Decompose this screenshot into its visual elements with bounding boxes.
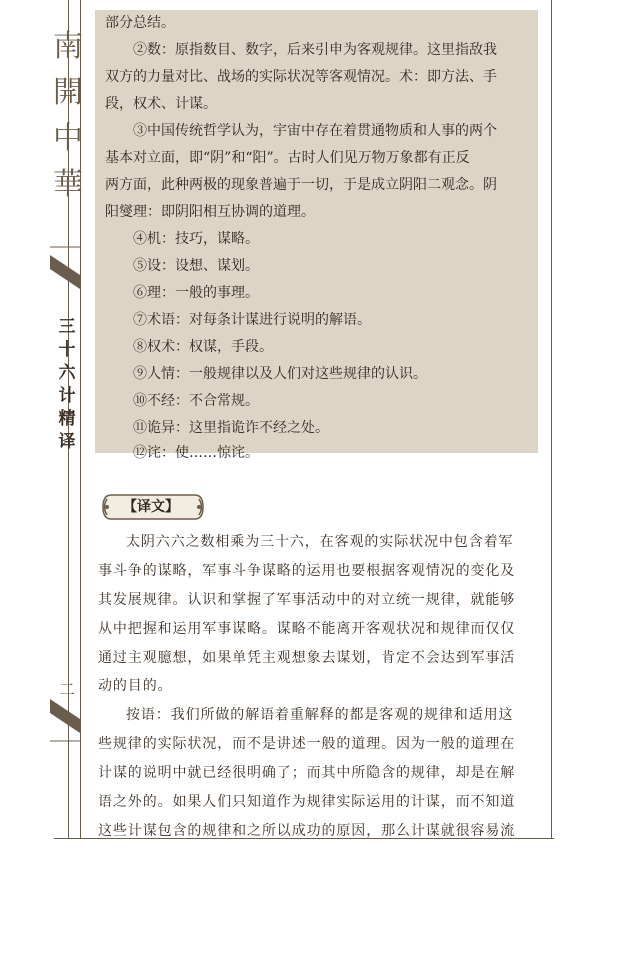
translation-line: 计谋的说明中就已经很明确了；而其中所隐含的规律，却是在解	[98, 765, 516, 781]
translation-line: 通过主观臆想，如果单凭主观想象去谋划，肯定不会达到军事活	[98, 650, 516, 666]
annotation-line: ⑫诧：使……惊诧。	[133, 445, 259, 461]
annotation-line: ③中国传统哲学认为，宇宙中存在着贯通物质和人事的两个	[133, 123, 497, 139]
annotation-line: 段，权术、计谋。	[105, 96, 217, 112]
page-number: 二	[58, 680, 75, 699]
annotation-line: ⑥理：一般的事理。	[133, 285, 259, 301]
logo-char: 南	[53, 29, 83, 64]
logo-char: 華	[53, 167, 83, 202]
annotation-line: ⑦术语：对每条计谋进行说明的解语。	[133, 312, 371, 328]
annotation-line: 部分总结。	[105, 15, 175, 31]
annotation-line: ⑨人情：一般规律以及人们对这些规律的认识。	[133, 366, 427, 382]
annotation-line: 阳燮理：即阴阳相互协调的道理。	[105, 204, 315, 220]
series-logo-seal	[52, 24, 84, 208]
translation-line: 按语：我们所做的解语着重解释的都是客观的规律和适用这	[126, 707, 514, 723]
translation-line: 动的目的。	[98, 678, 173, 694]
annotation-line: ⑪诡异：这里指诡诈不经之处。	[133, 420, 329, 436]
annotation-line: ⑤设：设想、谋划。	[133, 258, 259, 274]
annotation-line: ⑧权术：权谋，手段。	[133, 339, 273, 355]
annotation-line: 两方面，此种两极的现象普遍于一切，于是成立阴阳二观念。阴	[105, 177, 497, 193]
annotation-line: ⑩不经：不合常规。	[133, 393, 259, 409]
book-title-vertical: 三 十 六 计 精 译	[58, 317, 76, 452]
translation-line: 太阴六六之数相乘为三十六，在客观的实际状况中包含着军	[126, 534, 514, 550]
logo-char: 中	[53, 121, 83, 156]
translation-line: 从中把握和运用军事谋略。谋略不能离开客观状况和规律而仅仅	[98, 621, 516, 637]
translation-line: 其发展规律。认识和掌握了军事活动中的对立统一规律，就能够	[98, 592, 516, 608]
logo-char: 開	[53, 75, 83, 110]
chapter-tab-top	[50, 245, 80, 291]
translation-line: 些规律的实际状况，而不是讲述一般的道理。因为一般的道理在	[98, 736, 516, 752]
annotation-line: 双方的力量对比、战场的实际状况等客观情况。术：即方法、手	[105, 69, 497, 85]
translation-line: 这些计谋包含的规律和之所以成功的原因，那么计谋就很容易流	[98, 823, 516, 839]
translation-heading: 【译文】	[123, 499, 179, 515]
translation-line: 事斗争的谋略，军事斗争谋略的运用也要根据客观情况的变化及	[98, 563, 516, 579]
annotation-line: 基本对立面，即“阴”和“阳”。古时人们见万物万象都有正反	[105, 150, 470, 166]
annotation-line: ④机：技巧，谋略。	[133, 231, 259, 247]
chapter-tab-bottom	[50, 697, 80, 743]
annotation-line: ②数：原指数目、数字，后来引申为客观规律。这里指敌我	[133, 42, 497, 58]
translation-line: 语之外的。如果人们只知道作为规律实际运用的计谋，而不知道	[98, 794, 516, 810]
